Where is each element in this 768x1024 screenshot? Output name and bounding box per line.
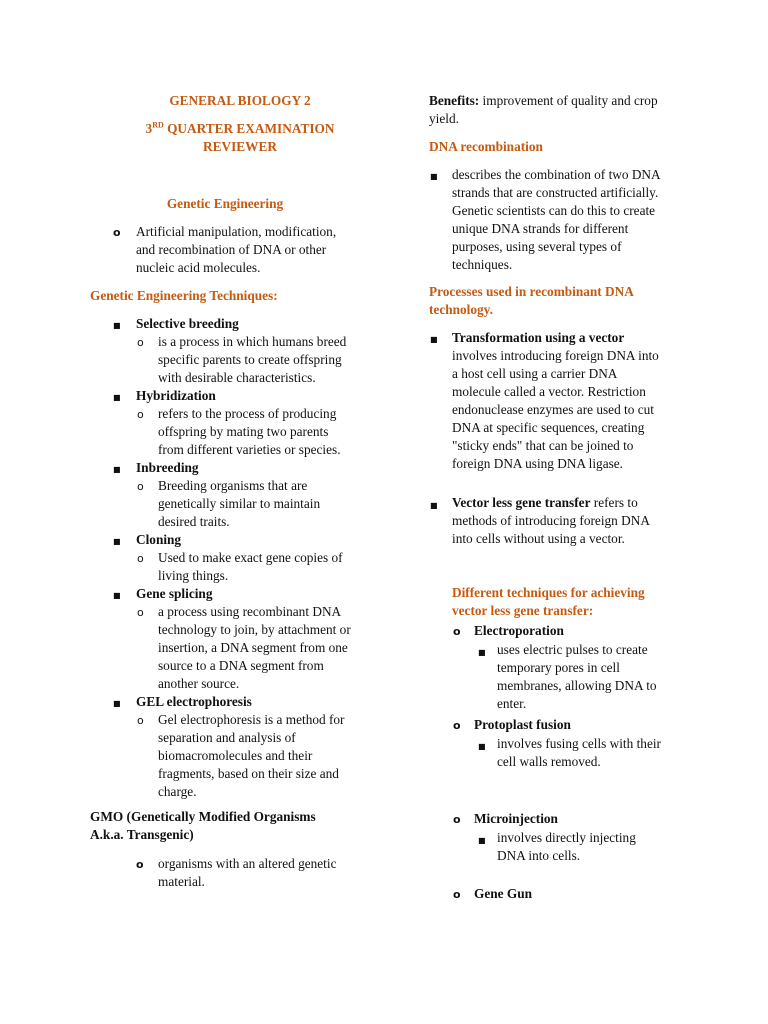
hollow-bullet-icon: o <box>453 625 461 638</box>
square-bullet-icon: ■ <box>478 836 486 845</box>
heading-gmo-line2: A.k.a. Transgenic) <box>90 827 194 842</box>
technique-description-line: a process using recombinant DNA <box>158 604 342 619</box>
technique-description-line: another source. <box>158 676 240 691</box>
technique-name: GEL electrophoresis <box>136 694 252 709</box>
technique-description-line: technology to join, by attachment or <box>158 622 351 637</box>
protoplast-line: cell walls removed. <box>497 754 601 769</box>
square-bullet-icon: ■ <box>430 501 438 510</box>
square-bullet-icon: ■ <box>113 699 121 708</box>
document-subtitle: 3RD QUARTER EXAMINATION <box>145 120 335 136</box>
vectorless-line: Vector less gene transfer refers to <box>452 495 638 510</box>
electroporation-line: uses electric pulses to create <box>497 642 648 657</box>
microinjection-line: DNA into cells. <box>497 848 581 863</box>
hollow-bullet-icon: o <box>136 858 144 871</box>
technique-description-line: separation and analysis of <box>158 730 296 745</box>
transformation-line: DNA at specific sequences, creating <box>452 420 645 435</box>
electroporation-label: Electroporation <box>474 623 564 638</box>
definition-line: Artificial manipulation, modification, <box>136 224 337 239</box>
heading-different-techniques-line2: vector less gene transfer: <box>452 603 594 618</box>
transformation-line: involves introducing foreign DNA into <box>452 348 659 363</box>
hollow-bullet-icon: o <box>453 888 461 901</box>
square-bullet-icon: ■ <box>113 393 121 402</box>
square-bullet-icon: ■ <box>113 321 121 330</box>
technique-description-line: is a process in which humans breed <box>158 334 347 349</box>
heading-techniques: Genetic Engineering Techniques: <box>90 288 278 303</box>
square-bullet-icon: ■ <box>113 591 121 600</box>
technique-description-line: specific parents to create offspring <box>158 352 342 367</box>
microinjection-label: Microinjection <box>474 811 558 826</box>
square-bullet-icon: ■ <box>430 335 438 344</box>
definition-line: and recombination of DNA or other <box>136 242 327 257</box>
square-bullet-icon: ■ <box>478 648 486 657</box>
microinjection-line: involves directly injecting <box>497 830 636 845</box>
hollow-bullet-icon: o <box>137 714 144 727</box>
hollow-bullet-icon: o <box>453 719 461 732</box>
technique-description-line: offspring by mating two parents <box>158 424 329 439</box>
technique-description-line: biomacromolecules and their <box>158 748 313 763</box>
vectorless-line: into cells without using a vector. <box>452 531 625 546</box>
technique-description-line: from different varieties or species. <box>158 442 341 457</box>
hollow-bullet-icon: o <box>137 606 144 619</box>
document-title: GENERAL BIOLOGY 2 <box>169 93 311 108</box>
square-bullet-icon: ■ <box>113 465 121 474</box>
transformation-line: foreign DNA using DNA ligase. <box>452 456 623 471</box>
technique-description-line: charge. <box>158 784 197 799</box>
electroporation-line: membranes, allowing DNA to <box>497 678 657 693</box>
transformation-line: "sticky ends" that can be joined to <box>452 438 634 453</box>
technique-description-line: source to a DNA segment from <box>158 658 324 673</box>
square-bullet-icon: ■ <box>113 537 121 546</box>
protoplast-label: Protoplast fusion <box>474 717 571 732</box>
heading-dna-recombination: DNA recombination <box>429 139 543 154</box>
square-bullet-icon: ■ <box>478 742 486 751</box>
technique-description-line: living things. <box>158 568 229 583</box>
technique-description-line: desired traits. <box>158 514 230 529</box>
hollow-bullet-icon: o <box>137 336 144 349</box>
definition-line: strands that are constructed artificially. <box>452 185 659 200</box>
square-bullet-icon: ■ <box>430 172 438 181</box>
technique-description-line: with desirable characteristics. <box>158 370 316 385</box>
benefits-line: Benefits: improvement of quality and crop <box>429 93 658 108</box>
transformation-line: endonuclease enzymes are used to cut <box>452 402 654 417</box>
hollow-bullet-icon: o <box>453 813 461 826</box>
hollow-bullet-icon: o <box>137 480 144 493</box>
technique-description-line: Used to make exact gene copies of <box>158 550 343 565</box>
heading-genetic-engineering: Genetic Engineering <box>166 196 284 211</box>
transformation-line: molecule called a vector. Restriction <box>452 384 646 399</box>
definition-line: techniques. <box>452 257 513 272</box>
benefits-line2: yield. <box>429 111 459 126</box>
protoplast-line: involves fusing cells with their <box>497 736 661 751</box>
heading-gmo: GMO (Genetically Modified Organisms <box>90 809 316 824</box>
technique-description-line: genetically similar to maintain <box>158 496 321 511</box>
vectorless-line: methods of introducing foreign DNA <box>452 513 650 528</box>
hollow-bullet-icon: o <box>137 408 144 421</box>
definition-line: purposes, using several types of <box>452 239 622 254</box>
electroporation-line: temporary pores in cell <box>497 660 620 675</box>
definition-line: material. <box>158 874 205 889</box>
hollow-bullet-icon: o <box>137 552 144 565</box>
document-subtitle-line2: REVIEWER <box>203 139 277 154</box>
definition-line: nucleic acid molecules. <box>136 260 261 275</box>
definition-line: organisms with an altered genetic <box>158 856 337 871</box>
transformation-label: Transformation using a vector <box>452 330 625 345</box>
technique-name: Selective breeding <box>136 316 239 331</box>
genegun-label: Gene Gun <box>474 886 532 901</box>
technique-description-line: refers to the process of producing <box>158 406 337 421</box>
transformation-line: a host cell using a carrier DNA <box>452 366 618 381</box>
definition-line: describes the combination of two DNA <box>452 167 661 182</box>
hollow-bullet-icon: o <box>113 226 121 239</box>
heading-processes-line2: technology. <box>429 302 493 317</box>
definition-line: Genetic scientists can do this to create <box>452 203 656 218</box>
technique-name: Cloning <box>136 532 182 547</box>
heading-different-techniques: Different techniques for achieving <box>452 585 645 600</box>
electroporation-line: enter. <box>497 696 527 711</box>
technique-description-line: fragments, based on their size and <box>158 766 339 781</box>
technique-description-line: insertion, a DNA segment from one <box>158 640 348 655</box>
technique-description-line: Breeding organisms that are <box>158 478 308 493</box>
technique-name: Gene splicing <box>136 586 213 601</box>
technique-description-line: Gel electrophoresis is a method for <box>158 712 345 727</box>
definition-line: unique DNA strands for different <box>452 221 629 236</box>
heading-processes: Processes used in recombinant DNA <box>429 284 634 299</box>
technique-name: Hybridization <box>136 388 216 403</box>
technique-name: Inbreeding <box>136 460 199 475</box>
